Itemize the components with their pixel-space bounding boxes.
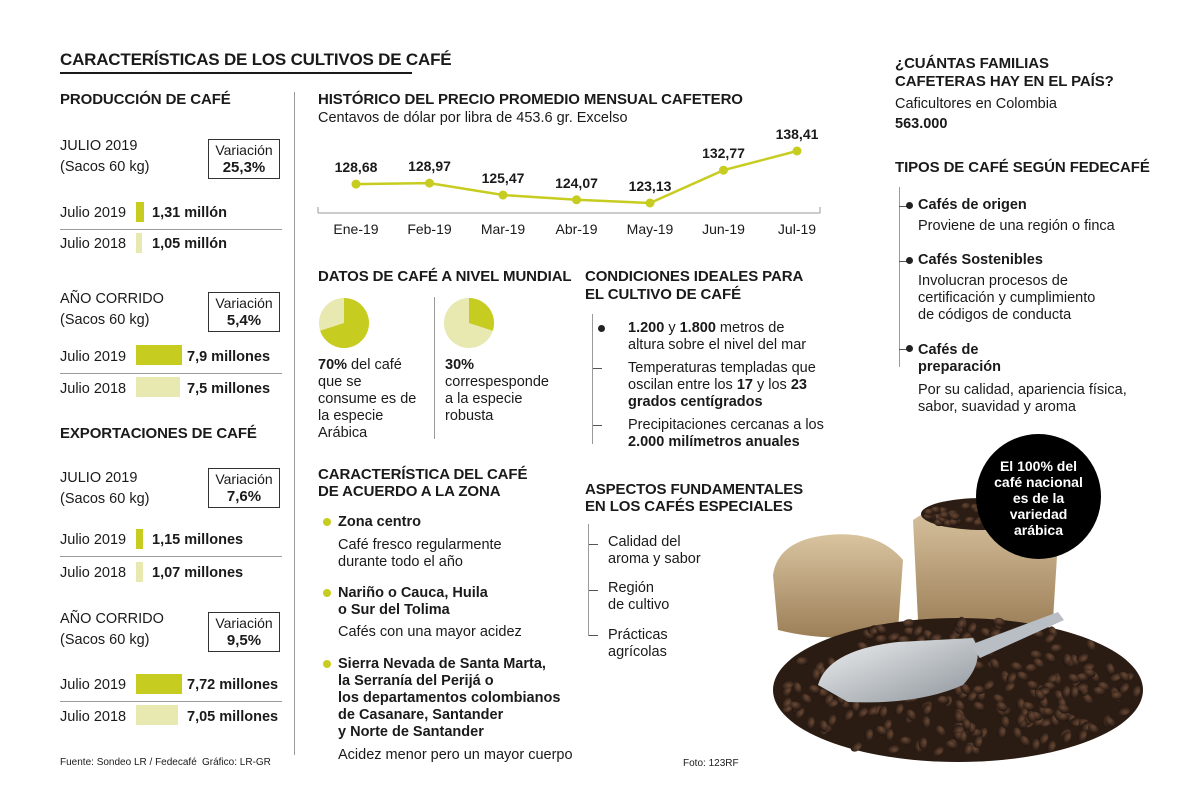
zona-heading-line1: CARACTERÍSTICA DEL CAFÉ bbox=[318, 466, 528, 483]
coffee-bean bbox=[965, 517, 975, 524]
condiciones-heading-line2: EL CULTIVO DE CAFÉ bbox=[585, 286, 741, 303]
tipo-2-desc-2: certificación y cumplimiento bbox=[918, 290, 1096, 306]
price-data-label: 128,68 bbox=[334, 159, 378, 176]
tipo-2-desc bbox=[918, 273, 1095, 324]
familias-label: Caficultores en Colombia bbox=[895, 96, 1057, 112]
robusta-pie-chart bbox=[443, 297, 495, 349]
temp-line3: grados centígrados bbox=[628, 394, 763, 410]
produccion-julio-variacion bbox=[208, 139, 280, 179]
aspecto-1 bbox=[608, 534, 701, 568]
bullet bbox=[906, 345, 913, 352]
price-point bbox=[572, 195, 581, 204]
price-point bbox=[793, 147, 802, 156]
sack-left bbox=[773, 534, 903, 637]
produccion-anio-row-2019-year: Julio 2019 bbox=[60, 349, 127, 365]
zona-2-name bbox=[338, 585, 488, 619]
altura-max: 1.800 bbox=[679, 320, 716, 336]
coffee-bean bbox=[951, 513, 961, 520]
aspecto-1-line1: Calidad del bbox=[608, 534, 681, 550]
robusta-line3: a la especie bbox=[445, 391, 523, 407]
x-tick-label: May-19 bbox=[626, 221, 674, 237]
bullet bbox=[323, 518, 331, 526]
produccion-anio-label: AÑO CORRIDO bbox=[60, 291, 164, 307]
arabica-line4: la especie bbox=[318, 408, 384, 424]
bullet bbox=[598, 325, 605, 332]
produccion-julio-row-2018-value: 1,05 millón bbox=[152, 236, 227, 252]
x-tick-label: Ene-19 bbox=[333, 221, 379, 237]
temp-line2b: y los bbox=[752, 377, 791, 393]
produccion-julio-row-2018-year: Julio 2018 bbox=[60, 236, 127, 252]
tipos-heading: TIPOS DE CAFÉ SEGÚN FEDECAFÉ bbox=[895, 159, 1150, 176]
arabica-text bbox=[318, 357, 430, 442]
exportaciones-julio-row-2019-value: 1,15 millones bbox=[152, 532, 244, 548]
aspecto-3 bbox=[608, 627, 668, 661]
exportaciones-anio-bar-2019 bbox=[136, 674, 182, 694]
price-point bbox=[499, 191, 508, 200]
zona-3-desc: Acidez menor pero un mayor cuerpo bbox=[338, 747, 573, 763]
tipo-3-name-2: preparación bbox=[918, 359, 1001, 375]
exportaciones-anio-row-2019-year: Julio 2019 bbox=[60, 677, 127, 693]
tipo-2-desc-1: Involucran procesos de bbox=[918, 273, 1068, 289]
condicion-altura bbox=[628, 320, 806, 354]
exportaciones-anio-bar-2018 bbox=[136, 705, 178, 725]
price-chart-title: HISTÓRICO DEL PRECIO PROMEDIO MENSUAL CAFETERO bbox=[318, 91, 743, 108]
tipo-2-name: Cafés Sostenibles bbox=[918, 252, 1043, 268]
zona-3-name-1: Sierra Nevada de Santa Marta, bbox=[338, 656, 546, 672]
exportaciones-anio-row-2018-value: 7,05 millones bbox=[187, 709, 279, 725]
price-line-chart bbox=[300, 125, 840, 245]
price-point bbox=[425, 179, 434, 188]
exportaciones-anio-sub: (Sacos 60 kg) bbox=[60, 632, 150, 648]
pie-divider bbox=[434, 297, 435, 439]
tipo-3-name-1: Cafés de bbox=[918, 342, 979, 358]
x-tick-label: Abr-19 bbox=[555, 221, 598, 237]
price-data-label: 123,13 bbox=[628, 178, 672, 194]
price-point bbox=[719, 166, 728, 175]
x-tick-label: Mar-19 bbox=[480, 221, 526, 237]
aspecto-1-line2: aroma y sabor bbox=[608, 551, 701, 567]
price-chart-subtitle: Centavos de dólar por libra de 453.6 gr. Excelso bbox=[318, 110, 628, 126]
produccion-anio-bar-2018 bbox=[136, 377, 180, 397]
tipo-3-desc-2: sabor, suavidad y aroma bbox=[918, 399, 1076, 415]
exportaciones-julio-row-2019-year: Julio 2019 bbox=[60, 532, 127, 548]
produccion-anio-row-2018-value: 7,5 millones bbox=[187, 381, 271, 397]
tick bbox=[589, 635, 598, 636]
produccion-heading: PRODUCCIÓN DE CAFÉ bbox=[60, 91, 231, 108]
badge-line3: es de la bbox=[1012, 490, 1065, 506]
aspectos-heading-line2: EN LOS CAFÉS ESPECIALES bbox=[585, 498, 793, 515]
precip-line2: 2.000 milímetros anuales bbox=[628, 434, 800, 450]
temp-max: 23 bbox=[790, 377, 807, 393]
familias-heading bbox=[895, 55, 1114, 91]
zona-3-name-4: de Casanare, Santander bbox=[338, 707, 504, 723]
zona-3-name bbox=[338, 656, 560, 741]
exportaciones-anio-variacion bbox=[208, 612, 280, 652]
produccion-julio-bar-2018 bbox=[136, 233, 142, 253]
zona-3-name-2: la Serranía del Perijá o bbox=[338, 673, 494, 689]
tipo-1-name: Cafés de origen bbox=[918, 197, 1027, 213]
exportaciones-julio-bar-2019 bbox=[136, 529, 143, 549]
variacion-label: Variación bbox=[215, 615, 273, 631]
exportaciones-julio-row-2018-year: Julio 2018 bbox=[60, 565, 127, 581]
variacion-value: 9,5% bbox=[226, 632, 262, 649]
tipo-1-desc: Proviene de una región o finca bbox=[918, 218, 1115, 234]
photo-credit: Foto: 123RF bbox=[683, 758, 739, 769]
produccion-julio-row-2019-year: Julio 2019 bbox=[60, 205, 127, 221]
tipo-3-name bbox=[918, 342, 1001, 376]
tipo-3-desc-1: Por su calidad, apariencia física, bbox=[918, 382, 1127, 398]
tipo-2-desc-3: de códigos de conducta bbox=[918, 307, 1072, 323]
aspecto-3-line2: agrícolas bbox=[608, 644, 667, 660]
produccion-julio-label: JULIO 2019 bbox=[60, 138, 138, 154]
coffee-bean bbox=[924, 509, 934, 516]
zona-2-name-1: Nariño o Cauca, Huila bbox=[338, 585, 488, 601]
exportaciones-julio-variacion bbox=[208, 468, 280, 508]
price-data-label: 125,47 bbox=[481, 170, 525, 187]
produccion-julio-sub: (Sacos 60 kg) bbox=[60, 159, 150, 175]
badge-line1: El 100% del bbox=[999, 458, 1078, 474]
price-data-label: 132,77 bbox=[702, 145, 745, 162]
temp-line2a: oscilan entre los bbox=[628, 377, 737, 393]
exportaciones-julio-bar-2018 bbox=[136, 562, 143, 582]
coffee-bean bbox=[961, 503, 971, 510]
bullet bbox=[323, 589, 331, 597]
variacion-label: Variación bbox=[215, 295, 273, 311]
bullet bbox=[906, 202, 913, 209]
arabica-line5: Arábica bbox=[318, 425, 368, 441]
x-tick-label: Feb-19 bbox=[407, 221, 452, 237]
robusta-pct: 30% bbox=[445, 357, 475, 373]
condicion-precipitaciones bbox=[628, 417, 824, 451]
exportaciones-heading: EXPORTACIONES DE CAFÉ bbox=[60, 425, 257, 442]
x-tick-label: Jun-19 bbox=[702, 221, 745, 237]
produccion-anio-row-2018-year: Julio 2018 bbox=[60, 381, 127, 397]
zona-heading-line2: DE ACUERDO A LA ZONA bbox=[318, 483, 501, 500]
produccion-anio-bar-2019 bbox=[136, 345, 182, 365]
divider bbox=[60, 373, 282, 374]
arabica-badge bbox=[976, 434, 1101, 559]
produccion-julio-bar-2019 bbox=[136, 202, 144, 222]
aspectos-line bbox=[588, 524, 589, 636]
zona-1-desc-2: durante todo el año bbox=[338, 554, 463, 570]
x-tick-label: Jul-19 bbox=[777, 221, 817, 237]
robusta-text bbox=[445, 357, 565, 425]
robusta-line4: robusta bbox=[445, 408, 494, 424]
exportaciones-anio-row-2018-year: Julio 2018 bbox=[60, 709, 127, 725]
zona-1-desc-1: Café fresco regularmente bbox=[338, 537, 502, 553]
title-underline bbox=[60, 72, 412, 74]
condiciones-heading-line1: CONDICIONES IDEALES PARA bbox=[585, 268, 804, 285]
exportaciones-anio-row-2019-value: 7,72 millones bbox=[187, 677, 279, 693]
familias-heading-line2: CAFETERAS HAY EN EL PAÍS? bbox=[895, 73, 1114, 90]
zona-3-name-3: los departamentos colombianos bbox=[338, 690, 561, 706]
aspecto-2-line2: de cultivo bbox=[608, 597, 670, 613]
zona-heading bbox=[318, 466, 527, 500]
variacion-value: 25,3% bbox=[222, 159, 266, 176]
bullet bbox=[323, 660, 331, 668]
aspecto-2-line1: Región bbox=[608, 580, 654, 596]
grafico-note: Gráfico: LR-GR bbox=[202, 757, 271, 768]
bullet bbox=[906, 257, 913, 264]
condicion-temperatura bbox=[628, 360, 816, 411]
page-title: CARACTERÍSTICAS DE LOS CULTIVOS DE CAFÉ bbox=[60, 50, 452, 69]
aspecto-3-line1: Prácticas bbox=[608, 627, 668, 643]
exportaciones-julio-label: JULIO 2019 bbox=[60, 470, 138, 486]
divider bbox=[60, 229, 282, 230]
badge-line5: arábica bbox=[1013, 522, 1064, 538]
price-data-label: 124,07 bbox=[555, 174, 598, 191]
divider bbox=[60, 701, 282, 702]
source-note: Fuente: Sondeo LR / Fedecafé bbox=[60, 757, 197, 768]
robusta-line2: correspesponde bbox=[445, 374, 549, 390]
tick bbox=[593, 368, 602, 369]
divider bbox=[60, 556, 282, 557]
tipos-line bbox=[899, 187, 900, 367]
badge-line4: variedad bbox=[1009, 506, 1068, 522]
zona-1-name: Zona centro bbox=[338, 514, 421, 530]
precip-line1: Precipitaciones cercanas a los bbox=[628, 417, 824, 433]
altura-and: y bbox=[664, 320, 680, 336]
price-point bbox=[646, 199, 655, 208]
exportaciones-julio-sub: (Sacos 60 kg) bbox=[60, 491, 150, 507]
exportaciones-julio-row-2018-value: 1,07 millones bbox=[152, 565, 244, 581]
variacion-value: 7,6% bbox=[226, 488, 262, 505]
zona-1-desc bbox=[338, 537, 502, 571]
temp-min: 17 bbox=[736, 377, 753, 393]
badge-line2: café nacional bbox=[994, 474, 1083, 490]
aspectos-heading-line1: ASPECTOS FUNDAMENTALES bbox=[585, 481, 804, 498]
variacion-value: 5,4% bbox=[226, 312, 262, 329]
altura-unit: metros de bbox=[715, 320, 785, 336]
condiciones-heading bbox=[585, 268, 803, 304]
price-data-label: 138,41 bbox=[775, 126, 819, 142]
temp-line1: Temperaturas templadas que bbox=[628, 360, 816, 376]
produccion-anio-row-2019-value: 7,9 millones bbox=[187, 349, 271, 365]
tick bbox=[589, 544, 598, 545]
altura-line2: altura sobre el nivel del mar bbox=[628, 337, 807, 353]
price-point bbox=[352, 180, 361, 189]
tick bbox=[589, 590, 598, 591]
produccion-anio-sub: (Sacos 60 kg) bbox=[60, 312, 150, 328]
zona-2-desc: Cafés con una mayor acidez bbox=[338, 624, 522, 640]
produccion-anio-variacion bbox=[208, 292, 280, 332]
mundial-heading: DATOS DE CAFÉ A NIVEL MUNDIAL bbox=[318, 268, 572, 285]
altura-min: 1.200 bbox=[628, 320, 665, 336]
arabica-line2: que se bbox=[318, 374, 362, 390]
arabica-pct: 70% bbox=[318, 357, 348, 373]
variacion-label: Variación bbox=[215, 471, 273, 487]
zona-2-name-2: o Sur del Tolima bbox=[338, 602, 450, 618]
produccion-julio-row-2019-value: 1,31 millón bbox=[152, 205, 227, 221]
zona-3-name-5: y Norte de Santander bbox=[338, 724, 484, 740]
coffee-bean bbox=[940, 512, 950, 519]
arabica-pie-chart bbox=[318, 297, 370, 349]
price-data-label: 128,97 bbox=[408, 158, 451, 175]
exportaciones-anio-label: AÑO CORRIDO bbox=[60, 611, 164, 627]
familias-value: 563.000 bbox=[895, 116, 948, 132]
arabica-line1: del café bbox=[347, 357, 402, 373]
variacion-label: Variación bbox=[215, 142, 273, 158]
tipo-3-desc bbox=[918, 382, 1127, 416]
familias-heading-line1: ¿CUÁNTAS FAMILIAS bbox=[895, 55, 1049, 72]
column-divider bbox=[294, 92, 295, 755]
coffee-bean bbox=[903, 619, 915, 627]
arabica-line3: consume es de bbox=[318, 391, 417, 407]
tick bbox=[593, 425, 602, 426]
aspecto-2 bbox=[608, 580, 669, 614]
